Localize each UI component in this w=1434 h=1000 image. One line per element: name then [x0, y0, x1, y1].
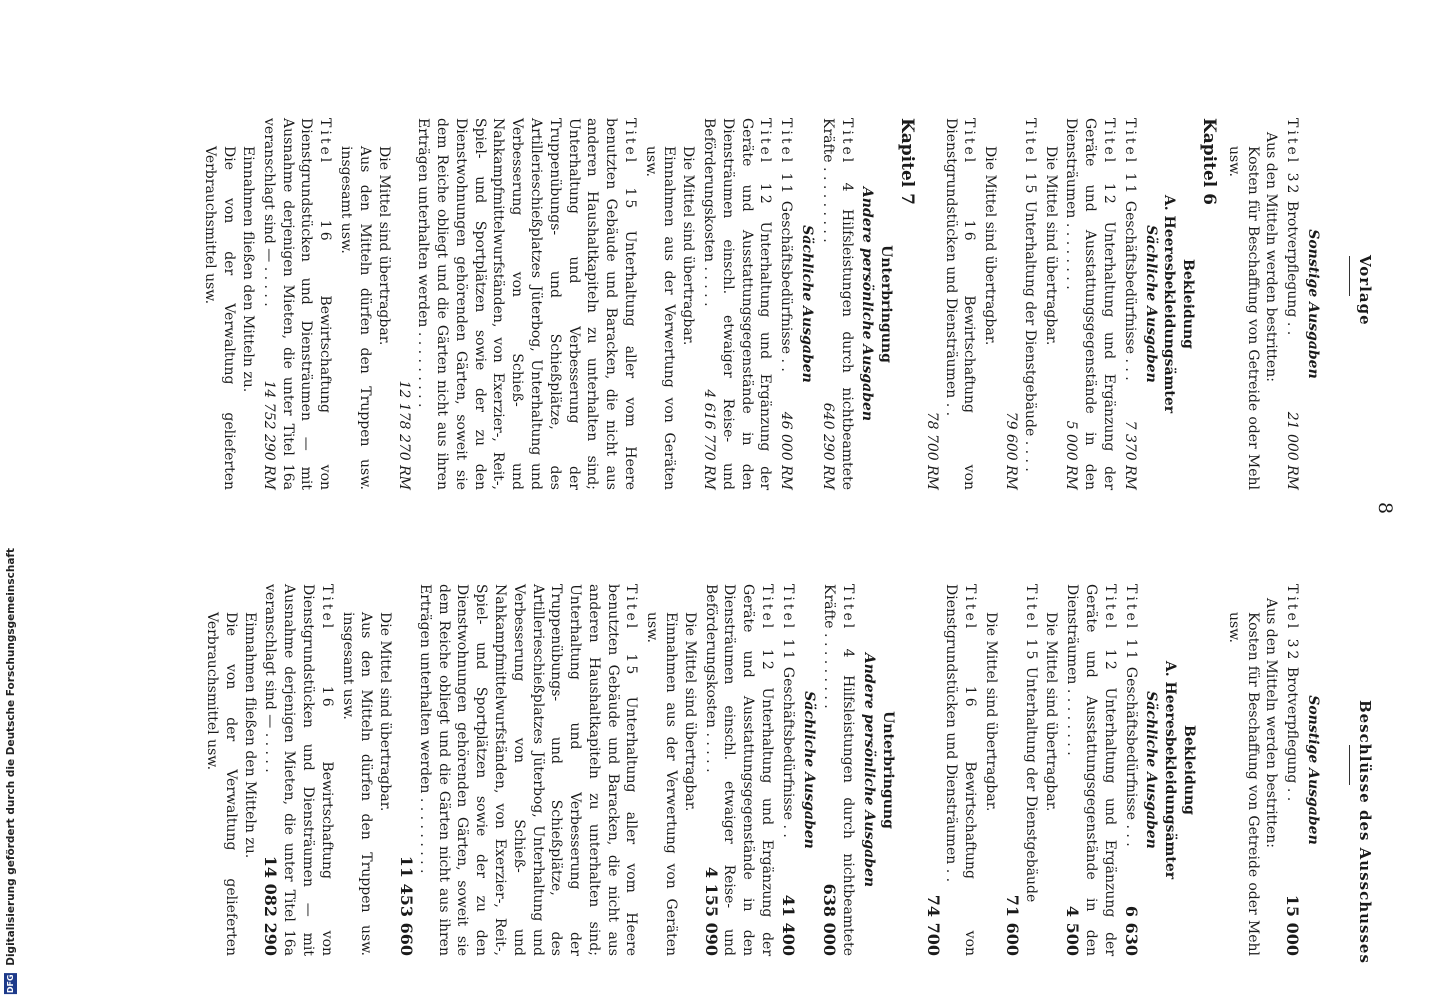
- titel-amount: 71 600: [1002, 894, 1022, 956]
- titel-amount: 11 453 660: [396, 855, 416, 956]
- titel-text: Geschäftsbedürfnisse . . .: [1121, 200, 1138, 381]
- titel-label: Titel 4: [838, 118, 855, 195]
- titel-text: Hilfsleistungen durch nichtbeamtete Kräfte . . . . . . . . .: [819, 118, 855, 490]
- titel-text: Unterhaltung und Ergänzung der Geräte und Ausstattungsgegenstände in den Diensträumen . . . . . . . .: [1064, 584, 1118, 957]
- section-bekleidung: Bekleidung: [1180, 259, 1197, 349]
- titel-amount: 6 630: [1121, 905, 1141, 956]
- digitization-credit: [4, 548, 17, 994]
- titel-text: Geschäftsbedürfnisse . .: [778, 200, 795, 372]
- k7-titel-4: [820, 584, 858, 956]
- k6-titel-16: [923, 584, 979, 956]
- credit-text: Digitalisierung gefördert durch die Deutsche Forschungsgemeinschaft: [5, 547, 17, 966]
- right-header-rule: [1349, 745, 1350, 785]
- k6-titel-15: [1001, 118, 1039, 490]
- titel-note: Die Mittel sind übertragbar.: [1042, 146, 1059, 346]
- titel-note: Die Mittel sind übertragbar.: [681, 612, 698, 812]
- k6-titel-12: [1062, 584, 1118, 956]
- titel-amount: 21 000 RM: [1284, 411, 1301, 490]
- titel-label: Titel 4: [840, 584, 857, 661]
- titel-label: Titel 15: [621, 118, 638, 212]
- titel-text: Unterhaltung und Ergänzung der Geräte und Ausstattungsgegenstände in den Diensträumen . . . . . . . .: [1063, 118, 1118, 491]
- titel-amount: 46 000 RM: [778, 411, 795, 490]
- section-saechliche: Sächliche Ausgaben: [1142, 225, 1159, 383]
- titel-note: Einnahmen aus der Verwertung von Geräten usw.: [644, 612, 680, 956]
- titel-text: Geschäftsbedürfnisse . .: [779, 666, 796, 838]
- left-header-rule: [1349, 256, 1350, 296]
- titel-label: Titel 15: [1022, 584, 1039, 663]
- titel-amount: 14 082 290: [261, 855, 281, 956]
- titel-amount: 7 370 RM: [1121, 420, 1138, 490]
- titel-amount: 41 400: [778, 894, 798, 956]
- titel-note: Einnahmen fließen den Mitteln zu.: [241, 612, 258, 859]
- titel-label: Titel 16: [318, 584, 335, 710]
- titel-text: Unterhaltung und Ergänzung der Geräte und Ausstattungsgegenstände in den Diensträumen einschl. etwaiger Reise- und Beförderungskosten . . . . .: [701, 118, 774, 491]
- k7-titel-4: [818, 118, 856, 490]
- k6-titel-16: [922, 118, 978, 490]
- k7-titel-11: [778, 584, 797, 956]
- left-column: [201, 118, 1322, 490]
- titel-text: Bewirtschaftung von Dienstgrundstücken und Diensträumen . .: [943, 584, 979, 957]
- section-andere-persoenliche: Andere persönliche Ausgaben: [859, 186, 876, 422]
- k7-titel-12: [701, 584, 776, 956]
- titel-amount: 4 616 770 RM: [701, 389, 718, 490]
- titel-amount: 5 000 RM: [1063, 420, 1080, 490]
- titel-amount: 4 500: [1063, 905, 1083, 956]
- titel-note: Die Mittel sind übertragbar.: [375, 146, 392, 346]
- titel-text: Unterhaltung und Ergänzung der Geräte und Ausstattungsgegenstände in den Diensträumen einschl. etwaiger Reise- und Beförderungskosten . . . . .: [702, 584, 776, 957]
- section-saechliche-2: Sächliche Ausgaben: [799, 225, 816, 383]
- titel-text: Bewirtschaftung von Dienstgrundstücken und Diensträumen . .: [942, 118, 978, 491]
- k7-titel-16: [259, 118, 334, 490]
- titel-amount: 12 178 270 RM: [396, 380, 413, 490]
- titel-label: Titel 11: [778, 118, 795, 197]
- section-sonstige: Sonstige Ausgaben: [1305, 695, 1321, 845]
- kapitel-6: Kapitel 6: [1199, 118, 1220, 206]
- titel-note: Aus den Mitteln dürfen den Truppen usw. insgesamt usw.: [339, 612, 375, 956]
- section-bekleidung: Bekleidung: [1181, 725, 1198, 815]
- titel-text: Unterhaltung der Dienstgebäude: [1022, 666, 1039, 903]
- titel-note: Die Mittel sind übertragbar.: [680, 146, 697, 346]
- titel-note: Die von der Verwaltung gelieferten Verbrauchsmittel usw.: [203, 612, 239, 956]
- titel-label: Titel 11: [1121, 118, 1138, 197]
- titel-text: Brotverpflegung . .: [1284, 666, 1301, 802]
- titel-note: Aus den Mitteln werden bestritten:: [1263, 598, 1280, 848]
- titel-amount: 78 700 RM: [923, 411, 940, 490]
- titel-32: [1282, 118, 1301, 490]
- titel-text: Bewirtschaftung von Dienstgrundstücken und Diensträumen — mit Ausnahme derjenigen Mieten, die unter Titel 16a veranschlagt sind — . . . . .: [260, 118, 334, 491]
- section-andere-persoenliche: Andere persönliche Ausgaben: [861, 652, 878, 888]
- dfg-logo: DFG: [6, 974, 15, 993]
- titel-text: Brotverpflegung . .: [1284, 200, 1301, 336]
- titel-note: Kosten für Beschaffung von Getreide oder Mehl usw.: [1225, 146, 1261, 490]
- titel-text: Unterhaltung aller vom Heere benutzten Gebäude und Baracken, die nicht aus anderen Haushaltkapiteln zu unterhalten sind; Unterhaltung und Verbesserung der Truppenübungs- und Schießplätze, des Artillerieschießplatzes Jüterbog, Unterhaltung und Verbesserung von Schieß- und Nahkampfmittelwurfständen, von Exerzier-, Reit-, Spiel- und Sportplätzen sowie der zu den Dienstwohnungen gehörenden Gärten, soweit sie dem Reiche obliegt und die Gärten nicht aus ihren Erträgen unterhalten werden . . . . . . . . .: [415, 118, 638, 491]
- section-saechliche-2: Sächliche Ausgaben: [800, 691, 817, 849]
- kapitel-7: Kapitel 7: [897, 118, 918, 206]
- k7-titel-16: [261, 584, 336, 956]
- titel-note: Aus den Mitteln werden bestritten:: [1263, 132, 1280, 382]
- titel-label: Titel 32: [1284, 584, 1301, 663]
- titel-text: Unterhaltung aller vom Heere benutzten Gebäude und Baracken, die nicht aus anderen Haushaltkapiteln zu unterhalten sind; Unterhaltung und Verbesserung der Truppenübungs- und Schießplätze, des Artillerieschießplatzes Jüterbog, Unterhaltung und Verbesserung von Schieß- und Nahkampfmittelwurfständen, von Exerzier-, Reit-, Spiel- und Sportplätzen sowie der zu den Dienstwohnungen gehörenden Gärten, soweit sie dem Reiche obliegt und die Gärten nicht aus ihren Erträgen unterhalten werden . . . . . . . . .: [416, 584, 640, 957]
- left-column-header: Vorlage: [1356, 255, 1374, 326]
- titel-amount: 74 700: [923, 894, 943, 956]
- titel-text: Unterhaltung der Dienstgebäude . . . .: [1021, 200, 1038, 472]
- right-column-header: Beschlüsse des Ausschusses: [1356, 700, 1374, 964]
- titel-text: Bewirtschaftung von Dienstgrundstücken und Diensträumen — mit Ausnahme derjenigen Mieten, die unter Titel 16a veranschlagt sind — . . . . .: [262, 584, 335, 957]
- titel-label: Titel 11: [1122, 584, 1139, 663]
- k6-titel-11: [1121, 584, 1140, 956]
- titel-label: Titel 15: [623, 584, 640, 678]
- titel-note: Die Mittel sind übertragbar.: [377, 612, 394, 812]
- k6-titel-15: [1002, 584, 1040, 956]
- titel-note: Die Mittel sind übertragbar.: [982, 146, 999, 346]
- titel-label: Titel 11: [779, 584, 796, 663]
- section-heeresbekleidungsaemter: A. Heeresbekleidungsämter: [1161, 194, 1178, 414]
- titel-text: Geschäftsbedürfnisse . . .: [1122, 666, 1139, 847]
- titel-amount: 4 155 090: [701, 866, 721, 956]
- titel-amount: 14 752 290 RM: [260, 380, 277, 490]
- titel-label: Titel 16: [961, 118, 978, 244]
- page-number: 8: [1374, 501, 1396, 515]
- section-heeresbekleidungsaemter: A. Heeresbekleidungsämter: [1162, 660, 1179, 880]
- titel-label: Titel 32: [1284, 118, 1301, 197]
- titel-amount: 79 600 RM: [1003, 411, 1020, 490]
- k7-titel-11: [776, 118, 795, 490]
- k7-titel-15: [396, 584, 640, 956]
- section-unterbringung: Unterbringung: [879, 711, 896, 829]
- titel-note: Die von der Verwaltung gelieferten Verbrauchsmittel usw.: [202, 146, 238, 490]
- titel-note: Einnahmen aus der Verwertung von Geräten usw.: [642, 146, 678, 490]
- section-saechliche: Sächliche Ausgaben: [1143, 691, 1160, 849]
- titel-amount: 638 000: [820, 883, 840, 956]
- titel-label: Titel 15: [1021, 118, 1038, 197]
- titel-label: Titel 16: [317, 118, 334, 244]
- k6-titel-11: [1120, 118, 1139, 490]
- titel-label: Titel 12: [1101, 118, 1118, 207]
- titel-amount: 640 290 RM: [819, 402, 836, 490]
- titel-label: Titel 12: [759, 584, 776, 673]
- k7-titel-15: [395, 118, 639, 490]
- titel-text: Hilfsleistungen durch nichtbeamtete Kräfte . . . . . . . . .: [821, 584, 857, 956]
- section-unterbringung: Unterbringung: [878, 245, 895, 363]
- titel-note: Die Mittel sind übertragbar.: [983, 612, 1000, 812]
- titel-label: Titel 12: [757, 118, 774, 207]
- right-column: [202, 584, 1322, 956]
- titel-label: Titel 16: [962, 584, 979, 710]
- titel-note: Kosten für Beschaffung von Getreide oder Mehl usw.: [1225, 612, 1261, 956]
- k7-titel-12: [699, 118, 774, 490]
- titel-note: Die Mittel sind übertragbar.: [1043, 612, 1060, 812]
- titel-32: [1282, 584, 1301, 956]
- k6-titel-12: [1062, 118, 1118, 490]
- titel-note: Einnahmen fließen den Mitteln zu.: [239, 146, 256, 393]
- section-sonstige: Sonstige Ausgaben: [1305, 229, 1321, 379]
- titel-amount: 15 000: [1283, 894, 1303, 956]
- titel-label: Titel 12: [1101, 584, 1118, 673]
- titel-note: Aus den Mitteln dürfen den Truppen usw. insgesamt usw.: [337, 146, 373, 490]
